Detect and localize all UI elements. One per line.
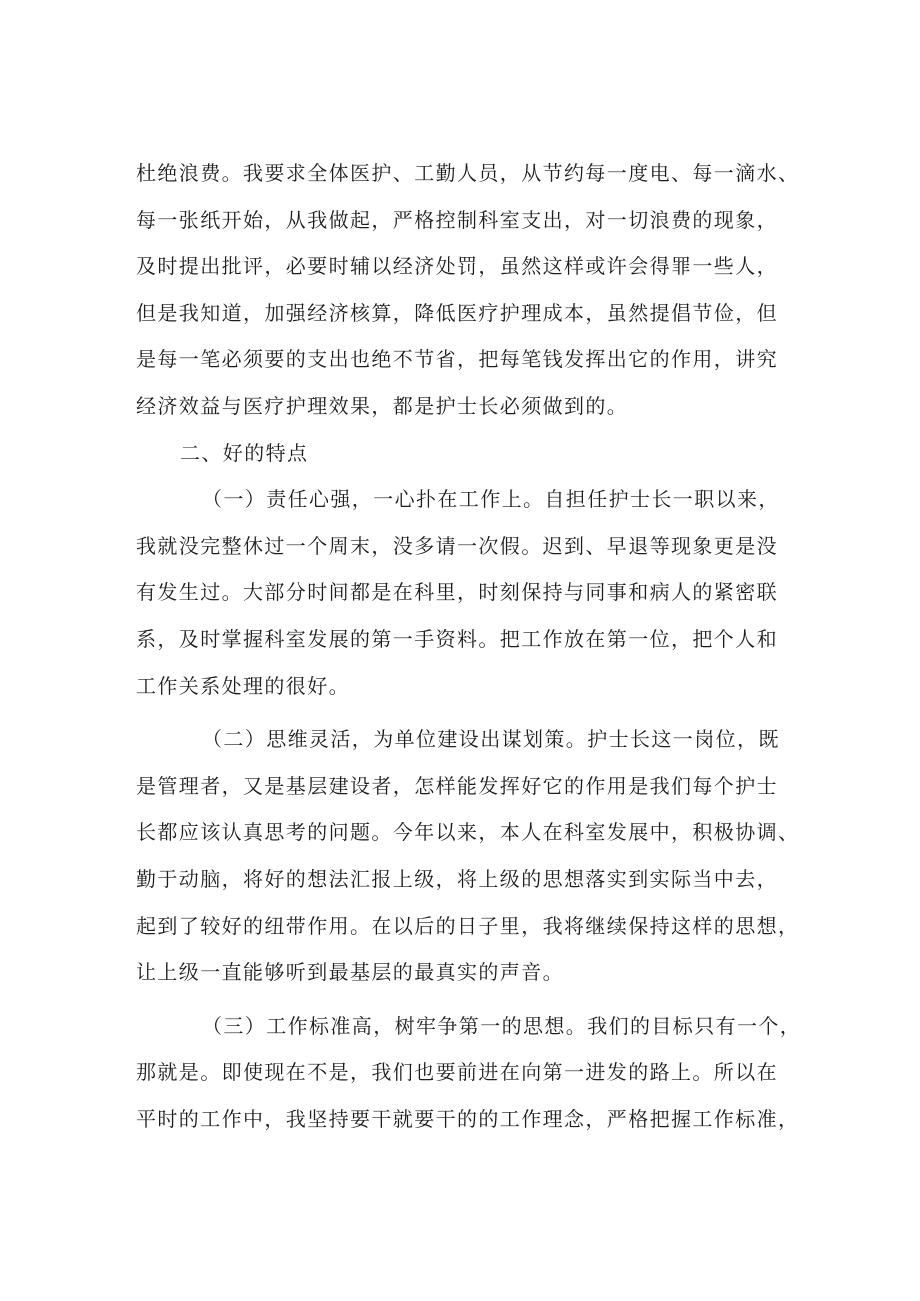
- text-line: 工作关系处理的很好。: [136, 673, 350, 698]
- text-line: 让上级一直能够听到最基层的最真实的声音。: [136, 960, 564, 985]
- text-line: 系，及时掌握科室发展的第一手资料。把工作放在第一位，把个人和: [136, 626, 778, 651]
- text-line: 每一张纸开始，从我做起，严格控制科室支出，对一切浪费的现象，: [136, 207, 778, 232]
- text-line: 勤于动脑，将好的想法汇报上级，将上级的思想落实到实际当中去，: [136, 866, 778, 891]
- text-line: 我就没完整休过一个周末，没多请一次假。迟到、早退等现象更是没: [136, 533, 778, 558]
- paragraph-heading-1: （一）责任心强，一心扑在工作上。自担任护士长一职以来，: [202, 487, 780, 512]
- paragraph-gap: [136, 709, 796, 716]
- text-line: 那就是。即使现在不是，我们也要前进在向第一进发的路上。所以在: [136, 1060, 778, 1085]
- text-line: 但是我知道，加强经济核算，降低医疗护理成本，虽然提倡节俭，但: [136, 300, 778, 325]
- text-line: 杜绝浪费。我要求全体医护、工勤人员，从节约每一度电、每一滴水、: [136, 161, 800, 185]
- paragraph-gap: [136, 996, 796, 1003]
- section-heading: 二、好的特点: [180, 440, 309, 465]
- paragraph-heading-3: （三）工作标准高，树牢争第一的思想。我们的目标只有一个，: [202, 1013, 802, 1038]
- text-line: 起到了较好的纽带作用。在以后的日子里，我将继续保持这样的思想，: [136, 913, 800, 938]
- text-line: 是管理者，又是基层建设者，怎样能发挥好它的作用是我们每个护士: [136, 773, 778, 798]
- text-line: 有发生过。大部分时间都是在科里，时刻保持与同事和病人的紧密联: [136, 580, 778, 605]
- document-body: [136, 150, 802, 1142]
- text-line: 平时的工作中，我坚持要干就要干的的工作理念，严格把握工作标准，: [136, 1106, 800, 1131]
- text-line: 经济效益与医疗护理效果，都是护士长必须做到的。: [136, 393, 629, 418]
- text-line: 及时提出批评，必要时辅以经济处罚，虽然这样或许会得罪一些人，: [136, 254, 778, 279]
- text-line: 是每一笔必须要的支出也绝不节省，把每笔钱发挥出它的作用，讲究: [136, 347, 778, 372]
- paragraph-heading-2: （二）思维灵活，为单位建设出谋划策。护士长这一岗位，既: [202, 727, 780, 752]
- text-line: 长都应该认真思考的问题。今年以来，本人在科室发展中，积极协调、: [136, 820, 800, 845]
